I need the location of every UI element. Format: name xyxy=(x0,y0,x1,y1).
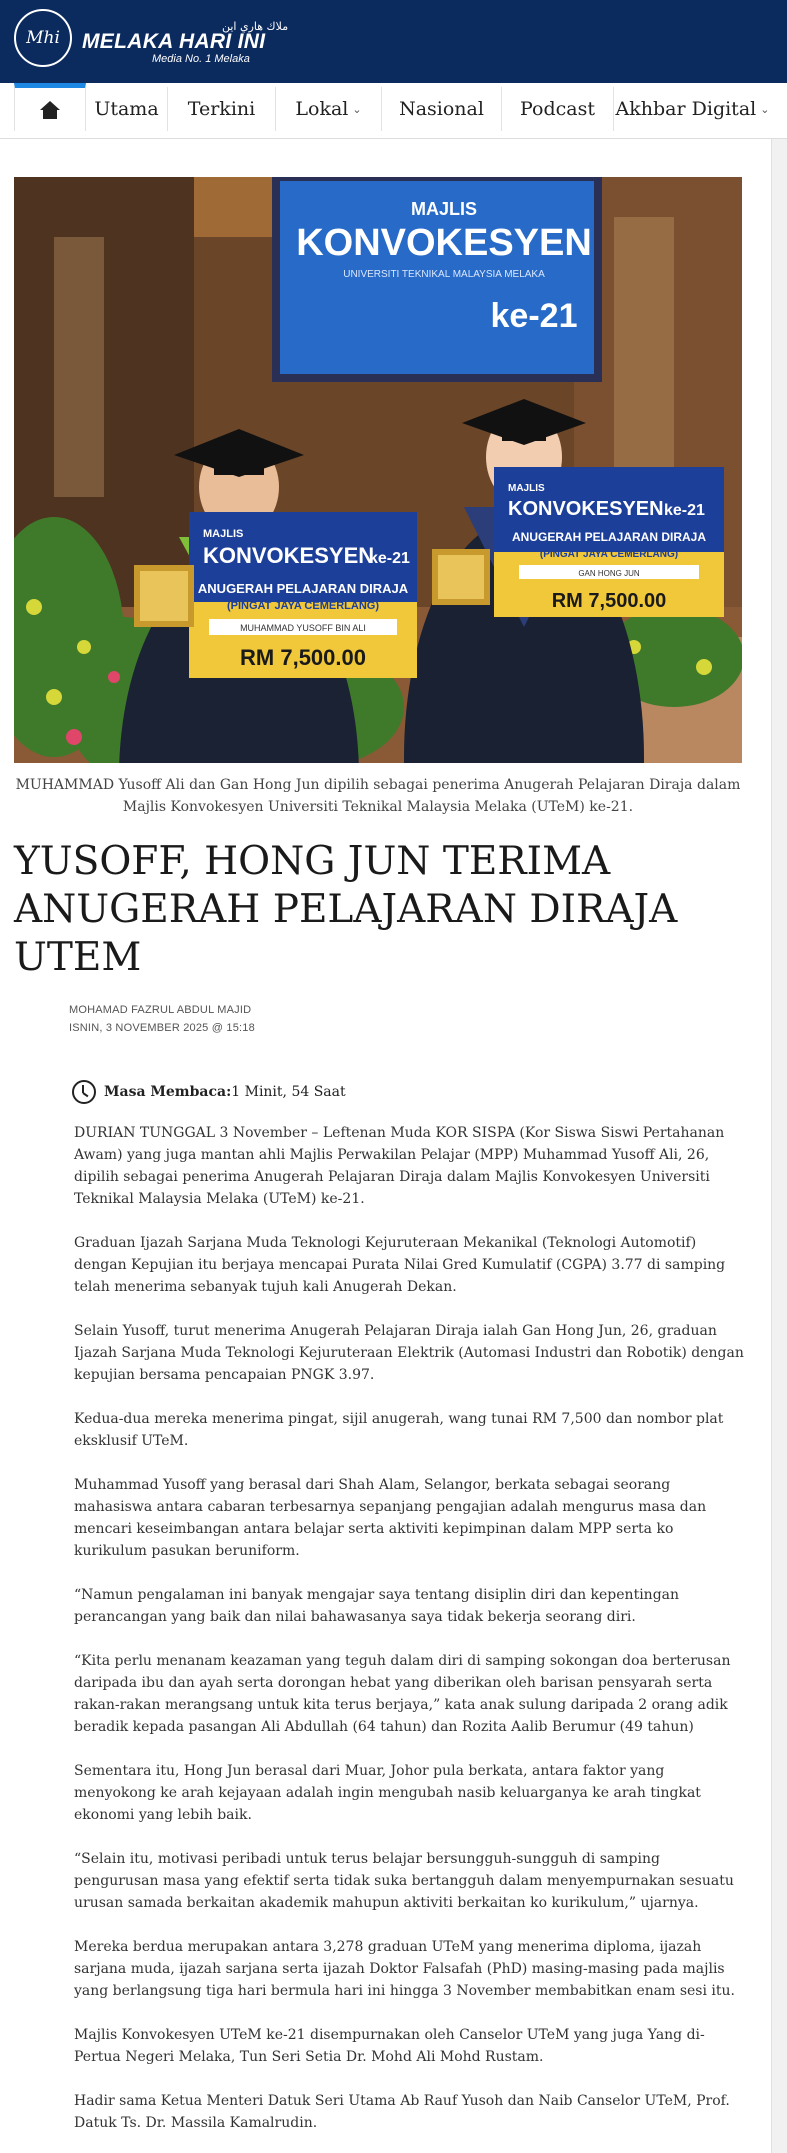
publish-date: ISNIN, 3 NOVEMBER 2025 @ 15:18 xyxy=(69,1022,255,1034)
nav-item-label: Akhbar Digital xyxy=(615,98,757,120)
board-right-line3: ke-21 xyxy=(664,502,705,519)
photo-caption: MUHAMMAD Yusoff Ali dan Gan Hong Jun dipilih sebagai penerima Anugerah Pelajaran Diraja dalam Majlis Konvokesyen Universiti Teknikal Malaysia Melaka (UTeM) ke-21. xyxy=(15,777,741,815)
hero-photo-illustration xyxy=(14,177,742,763)
nav-item-terkini[interactable] xyxy=(168,87,276,131)
board-left-line2: KONVOKESYEN xyxy=(203,543,375,568)
nav-item-utama[interactable] xyxy=(86,87,168,131)
article-paragraph: “Kita perlu menanam keazaman yang teguh dalam diri di samping sokongan doa berterusan daripada ibu dan ayah serta dorongan hebat yang diberikan oleh barisan pensyarah serta rakan-rakan merangsang untuk kita terus berjaya,” kata anak sulung daripada 2 orang adik beradik kepada pasangan Ali Abdullah (64 tahun) dan Rozita Aalib Berumur (49 tahun) xyxy=(74,1653,731,1735)
board-right-name: GAN HONG JUN xyxy=(578,569,640,578)
nav-item-akhbar-digital[interactable] xyxy=(614,87,771,131)
nav-home[interactable] xyxy=(14,83,86,131)
hero-photo xyxy=(14,177,742,763)
author-name[interactable]: MOHAMAD FAZRUL ABDUL MAJID xyxy=(69,1004,252,1016)
logo-mark-text: Mhi xyxy=(26,28,60,48)
board-left-line4: ANUGERAH PELAJARAN DIRAJA xyxy=(197,581,409,596)
article-paragraph: “Namun pengalaman ini banyak mengajar saya tentang disiplin diri dan kepentingan perancangan yang baik dan nilai bahawasanya saya tidak bekerja seorang diri. xyxy=(74,1587,680,1625)
article-paragraph: Hadir sama Ketua Menteri Datuk Seri Utama Ab Rauf Yusoh dan Naib Canselor UTeM, Prof. Datuk Ts. Dr. Massila Kamalrudin. xyxy=(74,2093,730,2131)
board-left-name: MUHAMMAD YUSOFF BIN ALI xyxy=(240,623,366,633)
nav-item-label: Nasional xyxy=(399,98,484,120)
chevron-down-icon: ⌄ xyxy=(760,102,770,116)
article-paragraph: DURIAN TUNGGAL 3 November – Leftenan Muda KOR SISPA (Kor Siswa Siswi Pertahanan Awam) yang juga mantan ahli Majlis Perwakilan Pelajar (MPP) Muhammad Yusoff Ali, 26, dipilih sebagai penerima Anugerah Pelajaran Diraja dalam Majlis Konvokesyen Universiti Teknikal Malaysia Melaka (UTeM) ke-21. xyxy=(74,1125,725,1207)
article-paragraph: Mereka berdua merupakan antara 3,278 graduan UTeM yang menerima diploma, ijazah sarjana muda, ijazah sarjana serta ijazah Doktor Falsafah (PhD) masing-masing pada majlis yang berlangsung tiga hari bermula hari ini hingga 3 November membabitkan enam sesi itu. xyxy=(74,1939,735,1999)
reading-time xyxy=(72,1080,346,1104)
logo-jawi-text: ملاك هاري اين xyxy=(222,20,289,33)
board-right-line2: KONVOKESYEN xyxy=(508,498,664,520)
article-paragraph: Muhammad Yusoff yang berasal dari Shah Alam, Selangor, berkata sebagai seorang mahasiswa antara cabaran terbesarnya sepanjang pengajian adalah mengurus masa dan mencari keseimbangan antara belajar serta aktiviti kepimpinan dalam MPP serta ko kurikulum pasukan beruniform. xyxy=(74,1477,707,1559)
article-body xyxy=(74,1122,744,2153)
screen-line4: ke-21 xyxy=(490,297,578,335)
board-left-line5: (PINGAT JAYA CEMERLANG) xyxy=(227,600,379,612)
article-paragraph: “Selain itu, motivasi peribadi untuk terus belajar bersungguh-sungguh di samping pengurusan masa yang efektif serta tidak suka bertangguh dalam menyempurnakan sesuatu urusan samada berkaitan akademik mahupun aktiviti berkaitan ko kurikulum,” ujarnya. xyxy=(74,1851,734,1911)
byline xyxy=(69,1001,255,1037)
nav-item-nasional[interactable] xyxy=(382,87,502,131)
article-paragraph: Sementara itu, Hong Jun berasal dari Muar, Johor pula berkata, antara faktor yang menyokong ke arah kejayaan adalah ingin mengubah nasib keluarganya ke arah tingkat ekonomi yang lebih baik. xyxy=(74,1763,701,1823)
site-header xyxy=(0,0,787,83)
board-left-line1: MAJLIS xyxy=(203,528,244,540)
chevron-down-icon: ⌄ xyxy=(352,102,362,116)
board-right-line5: (PINGAT JAYA CEMERLANG) xyxy=(539,549,679,560)
reading-time-value: 1 Minit, 54 Saat xyxy=(231,1084,346,1100)
reading-time-label: Masa Membaca: xyxy=(104,1084,232,1100)
nav-item-label: Terkini xyxy=(187,98,256,120)
screen-line1: MAJLIS xyxy=(410,199,478,219)
board-right-amount: RM 7,500.00 xyxy=(551,590,667,612)
article-title: YUSOFF, HONG JUN TERIMA ANUGERAH PELAJARAN DIRAJA UTEM xyxy=(14,839,678,980)
nav-item-label: Utama xyxy=(94,98,159,120)
page-scrollbar[interactable] xyxy=(771,139,787,2153)
board-right-line1: MAJLIS xyxy=(508,483,545,494)
clock-icon xyxy=(72,1080,96,1104)
article-paragraph: Selain Yusoff, turut menerima Anugerah Pelajaran Diraja ialah Gan Hong Jun, 26, graduan Ijazah Sarjana Muda Teknologi Kejuruteraan Elektrik (Automasi Industri dan Robotik) dengan kepujian bersama pencapaian PNGK 3.97. xyxy=(74,1323,744,1383)
nav-item-podcast[interactable] xyxy=(502,87,614,131)
article-paragraph: Kedua-dua mereka menerima pingat, sijil anugerah, wang tunai RM 7,500 dan nombor plat eksklusif UTeM. xyxy=(74,1411,724,1449)
board-left-amount: RM 7,500.00 xyxy=(240,645,366,670)
main-nav xyxy=(0,83,787,139)
home-icon xyxy=(40,101,60,119)
screen-line2: KONVOKESYEN xyxy=(296,222,592,264)
nav-item-lokal[interactable] xyxy=(276,87,382,131)
article-paragraph: Graduan Ijazah Sarjana Muda Teknologi Kejuruteraan Mekanikal (Teknologi Automotif) dengan Kepujian itu berjaya mencapai Purata Nilai Gred Kumulatif (CGPA) 3.77 di samping telah menerima sebanyak tujuh kali Anugerah Dekan. xyxy=(74,1235,726,1295)
board-left-line3: ke-21 xyxy=(369,550,410,567)
nav-item-label: Lokal xyxy=(295,98,349,120)
logo-name[interactable]: MELAKA HARI INI xyxy=(82,30,266,53)
board-right-line4: ANUGERAH PELAJARAN DIRAJA xyxy=(511,530,707,544)
screen-line3: UNIVERSITI TEKNIKAL MALAYSIA MELAKA xyxy=(343,269,545,280)
logo-tagline: Media No. 1 Melaka xyxy=(152,53,250,65)
nav-item-label: Podcast xyxy=(520,98,595,120)
article-paragraph: Majlis Konvokesyen UTeM ke-21 disempurnakan oleh Canselor UTeM yang juga Yang di-Pertua Negeri Melaka, Tun Seri Setia Dr. Mohd Ali Mohd Rustam. xyxy=(74,2027,705,2065)
logo-mark[interactable] xyxy=(14,9,72,67)
